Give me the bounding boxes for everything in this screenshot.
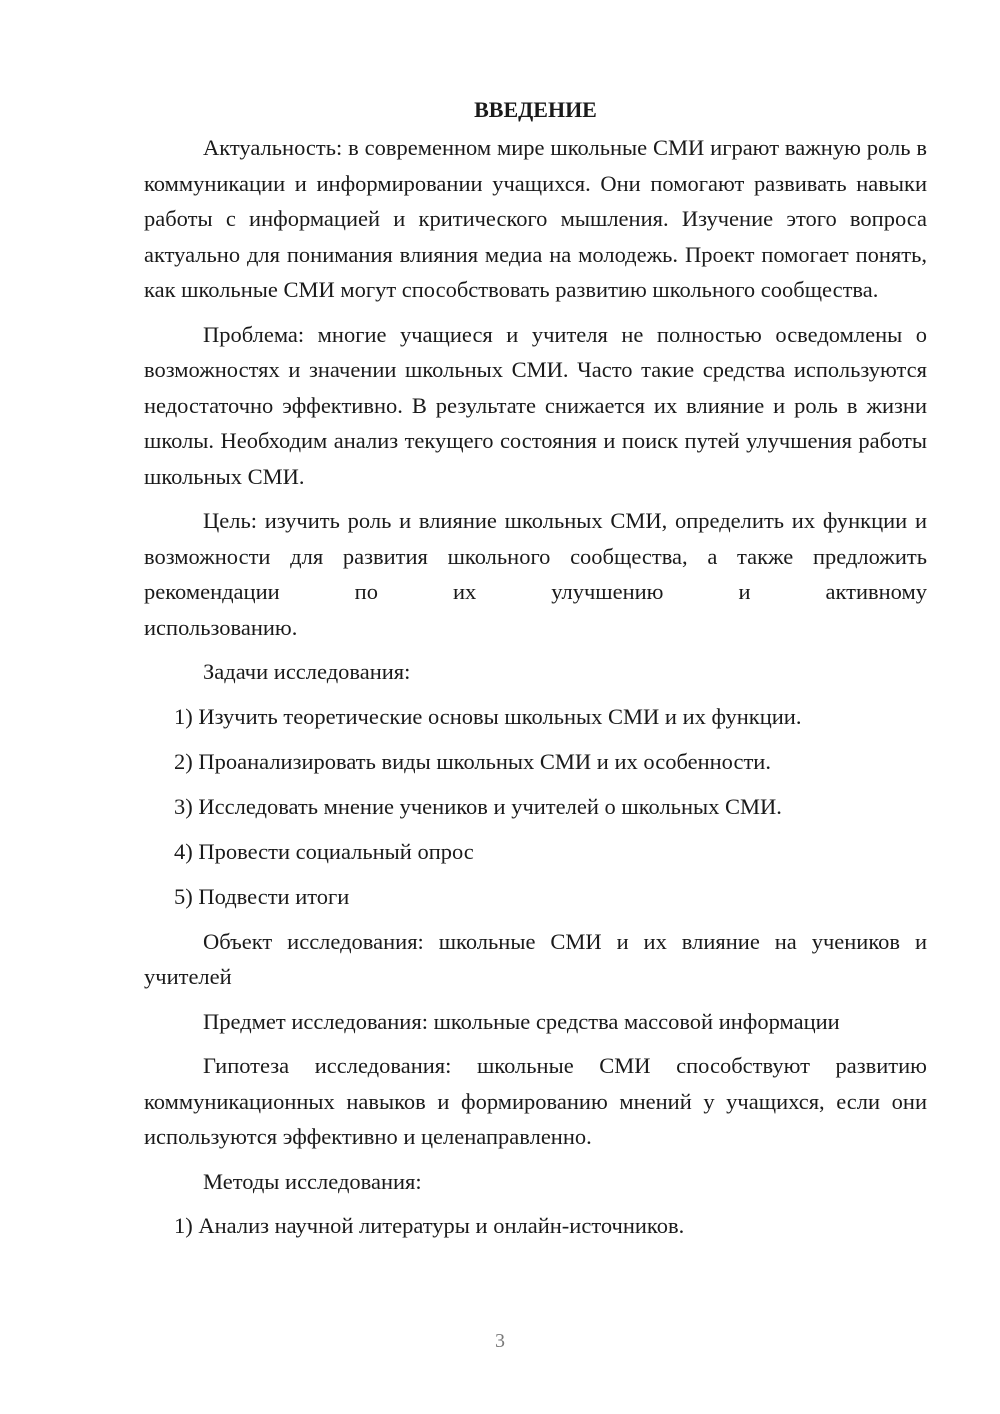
list-item: 4) Провести социальный опрос <box>174 838 474 864</box>
methods-list <box>144 1208 927 1244</box>
document-body <box>144 92 927 1253</box>
hypothesis-paragraph: Гипотеза исследования: школьные СМИ способствуют развитию коммуникационных навыков и формированию мнений у учащихся, если они используются эффективно и целенаправленно. <box>144 1053 927 1149</box>
goal-paragraph: Цель: изучить роль и влияние школьных СМИ, определить их функции и возможности для развития школьного сообщества, а также предложить рекомендации по их улучшению и активному <box>144 508 927 604</box>
goal-paragraph-end: использованию. <box>144 614 298 640</box>
list-item: 1) Анализ научной литературы и онлайн-источников. <box>174 1213 685 1238</box>
subject-paragraph: Предмет исследования: школьные средства массовой информации <box>203 1008 840 1034</box>
list-item: 5) Подвести итоги <box>174 883 350 909</box>
methods-heading: Методы исследования: <box>203 1168 422 1194</box>
tasks-heading: Задачи исследования: <box>203 659 411 684</box>
list-item: 2) Проанализировать виды школьных СМИ и их особенности. <box>174 748 771 774</box>
list-item: 1) Изучить теоретические основы школьных СМИ и их функции. <box>174 703 802 729</box>
relevance-paragraph: Актуальность: в современном мире школьные СМИ играют важную роль в коммуникации и информировании учащихся. Они помогают развивать навыки работы с информацией и критического мышления. Изучение этого вопроса актуально для понимания влияния медиа на молодежь. Проект помогает понять, как школьные СМИ могут способствовать развитию школьного сообщества. <box>144 135 927 302</box>
page-number: 3 <box>495 1330 505 1352</box>
list-item: 3) Исследовать мнение учеников и учителей о школьных СМИ. <box>174 793 782 819</box>
problem-paragraph: Проблема: многие учащиеся и учителя не полностью осведомлены о возможностях и значении школьных СМИ. Часто такие средства используются недостаточно эффективно. В результате снижается их влияние и роль в жизни школы. Необходим анализ текущего состояния и поиск путей улучшения работы школьных СМИ. <box>144 321 927 489</box>
section-title: ВВЕДЕНИЕ <box>474 97 597 122</box>
tasks-list <box>144 699 927 915</box>
object-paragraph: Объект исследования: школьные СМИ и их влияние на учеников и учителей <box>144 928 927 989</box>
